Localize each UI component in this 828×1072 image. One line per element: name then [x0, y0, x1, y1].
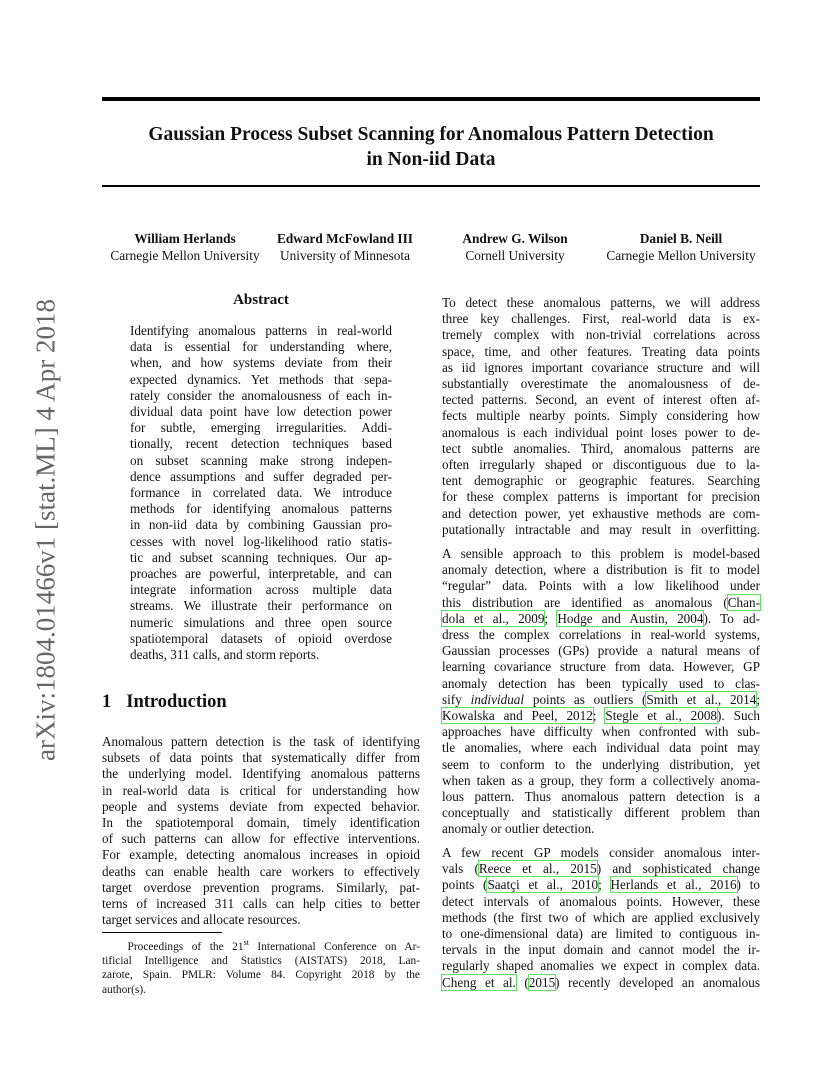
text-line: tremely complex with non-trivial correlations across: [442, 327, 760, 343]
text-line: Identifying anomalous patterns in real-world: [130, 323, 392, 338]
author-name: Andrew G. Wilson: [462, 231, 568, 246]
author-block: [432, 230, 598, 264]
title-top-rule: [102, 97, 760, 101]
text-line: data is essential for understanding where,: [130, 339, 392, 355]
text-line: proaches are powerful, interpretable, and can: [130, 566, 392, 582]
text-line: dence assumptions and suffer degraded per-: [130, 468, 392, 484]
text-line: deaths, 311 calls, and storm reports.: [130, 647, 320, 663]
text-line: formance in correlated data. We introduce: [130, 485, 392, 501]
text-line: for subtle, emerging irregularities. Addi-: [130, 420, 392, 436]
footnote-rule: [102, 932, 222, 933]
citation-link[interactable]: Saatçi et al., 2010: [487, 877, 599, 893]
citation-link[interactable]: Herlands et al., 2016: [610, 877, 737, 893]
text-line: For example, detecting anomalous increases in opioid: [102, 847, 420, 863]
citation-link[interactable]: dola et al., 2009: [442, 610, 545, 626]
right-paragraph-2: A sensible approach to this problem is model-based anomaly detection, where a distribution is fit to model “regular” data. Points with a low likelihood under this distribution are identified as anomalous (Chan- dola et al., 2009; Hodge and Austin, 2004). To ad- dress the complex correlations in real-world systems, Gaussian processes (GPs) provide a natural means of learning covariance structure from data. However, GP anomaly detection has been typically used to clas- sify individual points as outliers (Smith et al., 2014; Kowalska and Peel, 2012; Stegle et al., 2008). Such approaches have difficulty when confronted with sub- tle anomalies, where each individual data point may seem to conform to the underlying distribution, yet when taken as a group, they form a collectively anoma- lous pattern. Thus anomalous pattern detection is a conceptually and statistically different problem than anomaly or outlier detection.: [442, 546, 760, 837]
text-line: methods for identifying anomalous patterns: [130, 501, 392, 517]
abstract-heading: Abstract: [233, 292, 289, 308]
text-line: in non-iid data by combining Gaussian pro-: [130, 517, 392, 533]
author-name: William Herlands: [134, 231, 236, 246]
text-line: tic and subset scanning techniques. Our ap-: [130, 549, 392, 565]
text-line: streams. We illustrate their performance on: [130, 598, 392, 614]
footnote-line: author(s).: [102, 983, 146, 996]
author-name: Daniel B. Neill: [639, 231, 723, 246]
text-line: subsets of data points that systematically differ from: [102, 750, 420, 766]
right-paragraph-1: [442, 295, 760, 538]
citation-link[interactable]: Stegle et al., 2008: [605, 708, 718, 724]
citation-link[interactable]: Hodge and Austin, 2004: [557, 610, 704, 626]
author-block: [102, 230, 268, 264]
text-line: substantially overestimate the anomalousness of de-: [442, 376, 760, 392]
text-line: when, and how systems deviate from their: [130, 355, 392, 371]
author-affiliation: Cornell University: [465, 248, 565, 263]
author-affiliation: Carnegie Mellon University: [606, 248, 756, 263]
right-paragraph-3: A few recent GP models consider anomalous inter- vals (Reece et al., 2015) and sophisticated change points (Saatçi et al., 2010; Herlands et al., 2016) to detect intervals of anomalous points. However, these methods (the first two of which are applied exclusively to one-dimensional data) are limited to contiguous in- tervals in the input domain and cannot model the ir- regularly shaped anomalies we expect in complex data. Cheng et al. (2015) recently developed an anomalous: [442, 845, 760, 990]
text-line: fects multiple nearby points. Simply considering how: [442, 408, 760, 424]
text-line: In the spatiotemporal domain, timely identification: [102, 815, 420, 831]
text-line: people and systems deviate from expected behavior.: [102, 798, 420, 814]
author-name: Edward McFowland III: [277, 231, 413, 246]
paper-title: [96, 122, 766, 172]
title-bottom-rule: [102, 185, 760, 187]
author-block: [598, 230, 764, 264]
text-line: target services and allocate resources.: [102, 912, 301, 928]
citation-link[interactable]: Smith et al., 2014: [646, 691, 757, 707]
text-line: rately consider the anomalousness of each in-: [130, 387, 392, 403]
section-number: 1: [102, 692, 112, 712]
title-line-1: Gaussian Process Subset Scanning for Anomalous Pattern Detection: [148, 124, 714, 145]
citation-link[interactable]: Chan-: [727, 594, 760, 610]
introduction-body: [102, 734, 420, 928]
text-line: as iid ignores important covariance structure and will: [442, 359, 760, 375]
text-line: for these complex patterns is important for precision: [442, 489, 760, 505]
text-line: of such patterns can allow for effective interventions.: [102, 831, 420, 847]
text-line: tect subtle anomalies. Third, anomalous patterns are: [442, 440, 760, 456]
author-block: [262, 230, 428, 264]
text-line: integrate information across multiple data: [130, 582, 392, 598]
section-title: Introduction: [126, 692, 227, 712]
text-line: often irregularly shaped or discontiguous due to la-: [442, 457, 760, 473]
footnote-line: zarote, Spain. PMLR: Volume 84. Copyright 2018 by the: [102, 969, 420, 982]
section-heading-introduction: [102, 692, 227, 713]
text-line: dividual data point have low detection power: [130, 404, 392, 420]
text-line: on subset scanning make strong indepen-: [130, 452, 392, 468]
title-line-2: in Non-iid Data: [366, 149, 496, 170]
text-line: anomalous is each individual point loses power to de-: [442, 424, 760, 440]
text-line: cesses with novel log-likelihood ratio statis-: [130, 533, 392, 549]
text-line: space, time, and other features. Treating data points: [442, 343, 760, 359]
citation-link[interactable]: Cheng et al.: [442, 974, 516, 990]
text-line: three key challenges. First, real-world data is ex-: [442, 311, 760, 327]
text-line: terns of increased 311 calls can help cities to better: [102, 896, 420, 912]
text-line: in real-world data is critical for understanding how: [102, 782, 420, 798]
author-affiliation: University of Minnesota: [280, 248, 410, 263]
footnote: [102, 940, 420, 997]
text-line: To detect these anomalous patterns, we will address: [442, 295, 760, 310]
text-line: putationally intractable and may result in overfitting.: [442, 521, 760, 537]
text-line: spatiotemporal datasets of opioid overdose: [130, 630, 392, 646]
abstract-body: [130, 323, 392, 663]
text-line: Anomalous pattern detection is the task of identifying: [102, 734, 420, 749]
text-line: and detection power, yet exhaustive methods are com-: [442, 505, 760, 521]
citation-link[interactable]: Reece et al., 2015: [478, 861, 597, 877]
text-line: tionally, recent detection techniques based: [130, 436, 392, 452]
footnote-line: tificial Intelligence and Statistics (AISTATS) 2018, Lan-: [102, 955, 420, 968]
footnote-line: Proceedings of the 21st International Conference on Ar-: [127, 938, 420, 953]
text-line: tent demographic or geographic features. Searching: [442, 473, 760, 489]
text-line: expected dynamics. Yet methods that sepa-: [130, 371, 392, 387]
citation-link[interactable]: Kowalska and Peel, 2012: [442, 708, 593, 724]
arxiv-stamp-text: arXiv:1804.01466v1 [stat.ML] 4 Apr 2018: [30, 299, 61, 761]
text-line: numeric simulations and three open source: [130, 614, 392, 630]
citation-link[interactable]: 2015: [528, 974, 556, 990]
text-line: tected patterns. Second, an event of interest often af-: [442, 392, 760, 408]
author-affiliation: Carnegie Mellon University: [110, 248, 260, 263]
text-line: deaths can enable health care workers to effectively: [102, 863, 420, 879]
text-line: the underlying model. Identifying anomalous patterns: [102, 766, 420, 782]
text-line: target overdose prevention programs. Similarly, pat-: [102, 879, 420, 895]
